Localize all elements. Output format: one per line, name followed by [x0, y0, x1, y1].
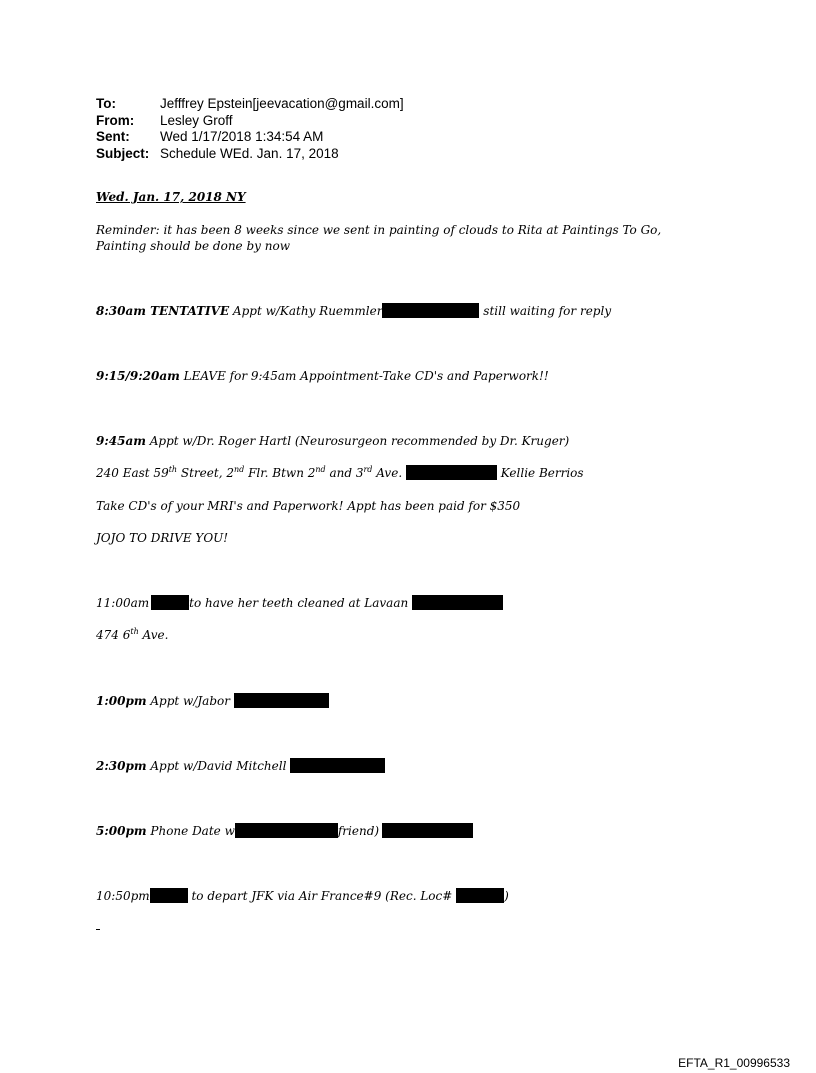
entry-note: ) — [504, 889, 509, 903]
entry-830am — [96, 303, 611, 319]
entry-text: to have her teeth cleaned at Lavaan — [189, 596, 413, 610]
redaction-box — [406, 465, 497, 480]
stray-dash-mark — [96, 929, 100, 930]
redaction-box — [382, 823, 473, 838]
redaction-box — [412, 595, 503, 610]
entry-text: Phone Date w — [146, 824, 235, 838]
redaction-box — [456, 888, 504, 903]
address-part: and 3 — [325, 466, 364, 480]
redaction-box — [290, 758, 385, 773]
entry-text: Appt w/Jabor — [146, 694, 234, 708]
entry-time: 9:45am — [96, 434, 146, 448]
address-part: Ave. — [138, 628, 169, 642]
address-part: 474 6 — [96, 628, 131, 642]
address-part: 240 East 59 — [96, 466, 169, 480]
redaction-box — [151, 595, 189, 610]
entry-500pm — [96, 823, 473, 839]
entry-915am — [96, 368, 549, 384]
to-label: To: — [96, 96, 116, 111]
sent-label: Sent: — [96, 129, 130, 144]
entry-time: 9:15/9:20am — [96, 369, 180, 383]
address-part: Flr. Btwn 2 — [244, 466, 316, 480]
entry-100pm — [96, 693, 329, 709]
to-value: Jefffrey Epstein[jeevacation@gmail.com] — [160, 96, 404, 111]
entry-text: LEAVE for 9:45am Appointment-Take CD's and Paperwork!! — [179, 369, 549, 383]
entry-945am-address — [96, 465, 584, 481]
entry-time: 10:50pm — [96, 889, 150, 903]
entry-945am-note: Take CD's of your MRI's and Paperwork! Appt has been paid for $350 — [96, 499, 521, 513]
email-header — [96, 96, 404, 162]
to-row — [96, 96, 404, 113]
entry-text: Appt w/Dr. Roger Hartl (Neurosurgeon recommended by Dr. Kruger) — [145, 434, 570, 448]
redaction-box — [150, 888, 188, 903]
address-part: Street, 2 — [177, 466, 234, 480]
sent-value: Wed 1/17/2018 1:34:54 AM — [160, 129, 324, 144]
schedule-heading: Wed. Jan. 17, 2018 NY — [96, 190, 246, 204]
ordinal-suffix: th — [168, 465, 178, 474]
subject-row — [96, 146, 404, 163]
entry-945am — [96, 433, 569, 449]
entry-note: friend) — [337, 824, 380, 838]
from-value: Lesley Groff — [160, 112, 233, 128]
from-row — [96, 113, 404, 130]
entry-945am-driver: JOJO TO DRIVE YOU! — [96, 531, 229, 545]
reminder-text: Reminder: it has been 8 weeks since we sent in painting of clouds to Rita at Paintings To Go, Painting should be done by now — [96, 223, 662, 253]
entry-text: to depart JFK via Air France#9 (Rec. Loc# — [187, 889, 457, 903]
entry-note: still waiting for reply — [479, 304, 612, 318]
entry-text: Appt w/Kathy Ruemmler — [229, 304, 383, 318]
ordinal-suffix: nd — [233, 465, 245, 474]
redaction-box — [234, 693, 329, 708]
ordinal-suffix: th — [130, 627, 139, 636]
document-id-footer: EFTA_R1_00996533 — [678, 1056, 790, 1070]
address-part: Ave. — [372, 466, 406, 480]
entry-time: 8:30am TENTATIVE — [96, 304, 230, 318]
entry-1100am — [96, 595, 503, 611]
redaction-box — [235, 823, 338, 838]
contact-name: Kellie Berrios — [496, 466, 584, 480]
redaction-box — [382, 303, 479, 318]
entry-1100am-address — [96, 627, 168, 643]
entry-230pm — [96, 758, 385, 774]
subject-value: Schedule WEd. Jan. 17, 2018 — [160, 145, 339, 161]
entry-time: 11:00am — [96, 596, 150, 610]
entry-text: Appt w/David Mitchell — [146, 759, 291, 773]
from-label: From: — [96, 112, 135, 128]
sent-row — [96, 129, 404, 146]
subject-label: Subject: — [96, 145, 150, 161]
entry-time: 1:00pm — [96, 694, 147, 708]
ordinal-suffix: rd — [363, 465, 373, 474]
ordinal-suffix: nd — [315, 465, 326, 474]
entry-time: 5:00pm — [96, 824, 147, 838]
entry-1050pm — [96, 888, 509, 904]
entry-time: 2:30pm — [96, 759, 147, 773]
